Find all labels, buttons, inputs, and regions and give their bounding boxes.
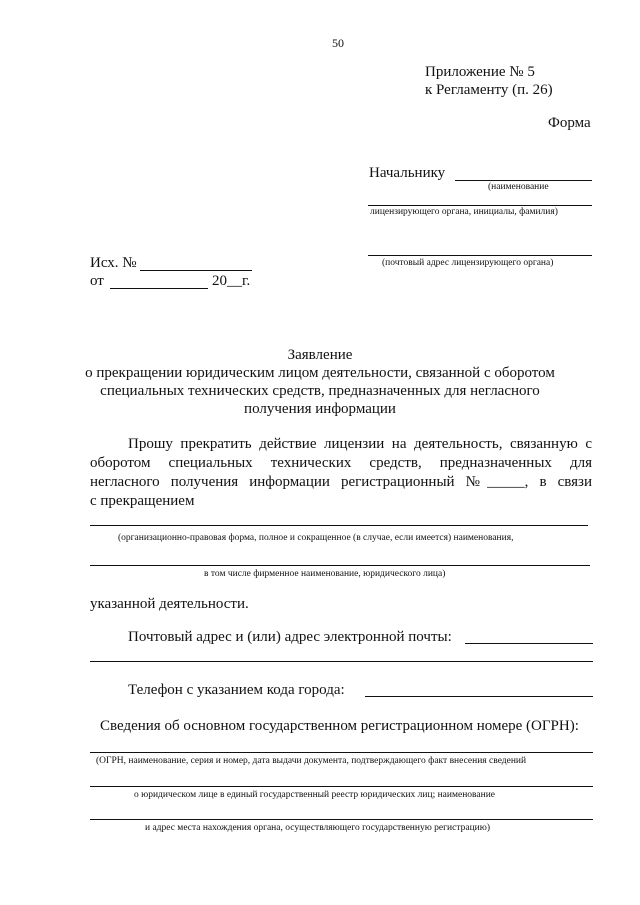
title-line-3: получения информации [244,401,396,417]
addressee-label: Начальнику [369,165,446,181]
caption-ogrn-2: о юридическом лице в единый государственный реестр юридических лиц; наименование [134,790,495,800]
date-from-label: от [90,273,104,289]
caption-org-1: (организационно-правовая форма, полное и сокращенное (в случае, если имеется) наименования, [118,533,514,543]
org-name-line-1 [90,525,588,526]
caption-postal: (почтовый адрес лицензирующего органа) [382,258,554,268]
title-line-1: о прекращении юридическим лицом деятельности, связанной с оборотом [85,365,555,381]
document-title: Заявление [287,347,353,363]
form-label: Форма [548,115,591,131]
date-year: 20__г. [212,273,251,289]
addressee-name-line [455,180,592,181]
caption-naming: (наименование [488,182,549,192]
ogrn-line-1 [90,752,593,753]
caption-ogrn-3: и адрес места нахождения органа, осуществляющего государственную регистрацию) [145,823,491,833]
caption-ogrn-1: (ОГРН, наименование, серия и номер, дата выдачи документа, подтверждающего факт внесения сведений [96,756,527,766]
ogrn-line-2 [90,786,593,787]
caption-org-2: в том числе фирменное наименование, юридического лица) [204,569,446,579]
title-line-2: специальных технических средств, предназначенных для негласного [100,383,540,399]
request-line-2: оборотом специальных технических средств, предназначенных для [90,455,592,471]
activity-end: указанной деятельности. [90,596,249,612]
ogrn-label: Сведения об основном государственном регистрационном номере (ОГРН): [100,718,579,734]
outgoing-ref-line [140,270,252,271]
appendix-line-1: Приложение № 5 [425,64,535,80]
request-line-1: Прошу прекратить действие лицензии на деятельность, связанную с [128,436,592,452]
page-number: 50 [332,36,344,50]
org-name-line-2 [90,565,590,566]
phone-line [365,696,593,697]
postal-address-line [368,255,592,256]
ogrn-line-3 [90,819,593,820]
appendix-line-2: к Регламенту (п. 26) [425,82,553,98]
postal-email-label: Почтовый адрес и (или) адрес электронной почты: [128,629,452,645]
phone-label: Телефон с указанием кода города: [128,682,345,698]
date-line [110,288,208,289]
caption-authority: лицензирующего органа, инициалы, фамилия) [370,207,558,217]
outgoing-ref-label: Исх. № [90,255,137,271]
postal-email-line-1 [465,643,593,644]
authority-line [368,205,592,206]
request-line-4: с прекращением [90,493,195,509]
request-line-3: негласного получения информации регистрационный №_____, в связи [90,474,592,490]
postal-email-line-2 [90,661,593,662]
